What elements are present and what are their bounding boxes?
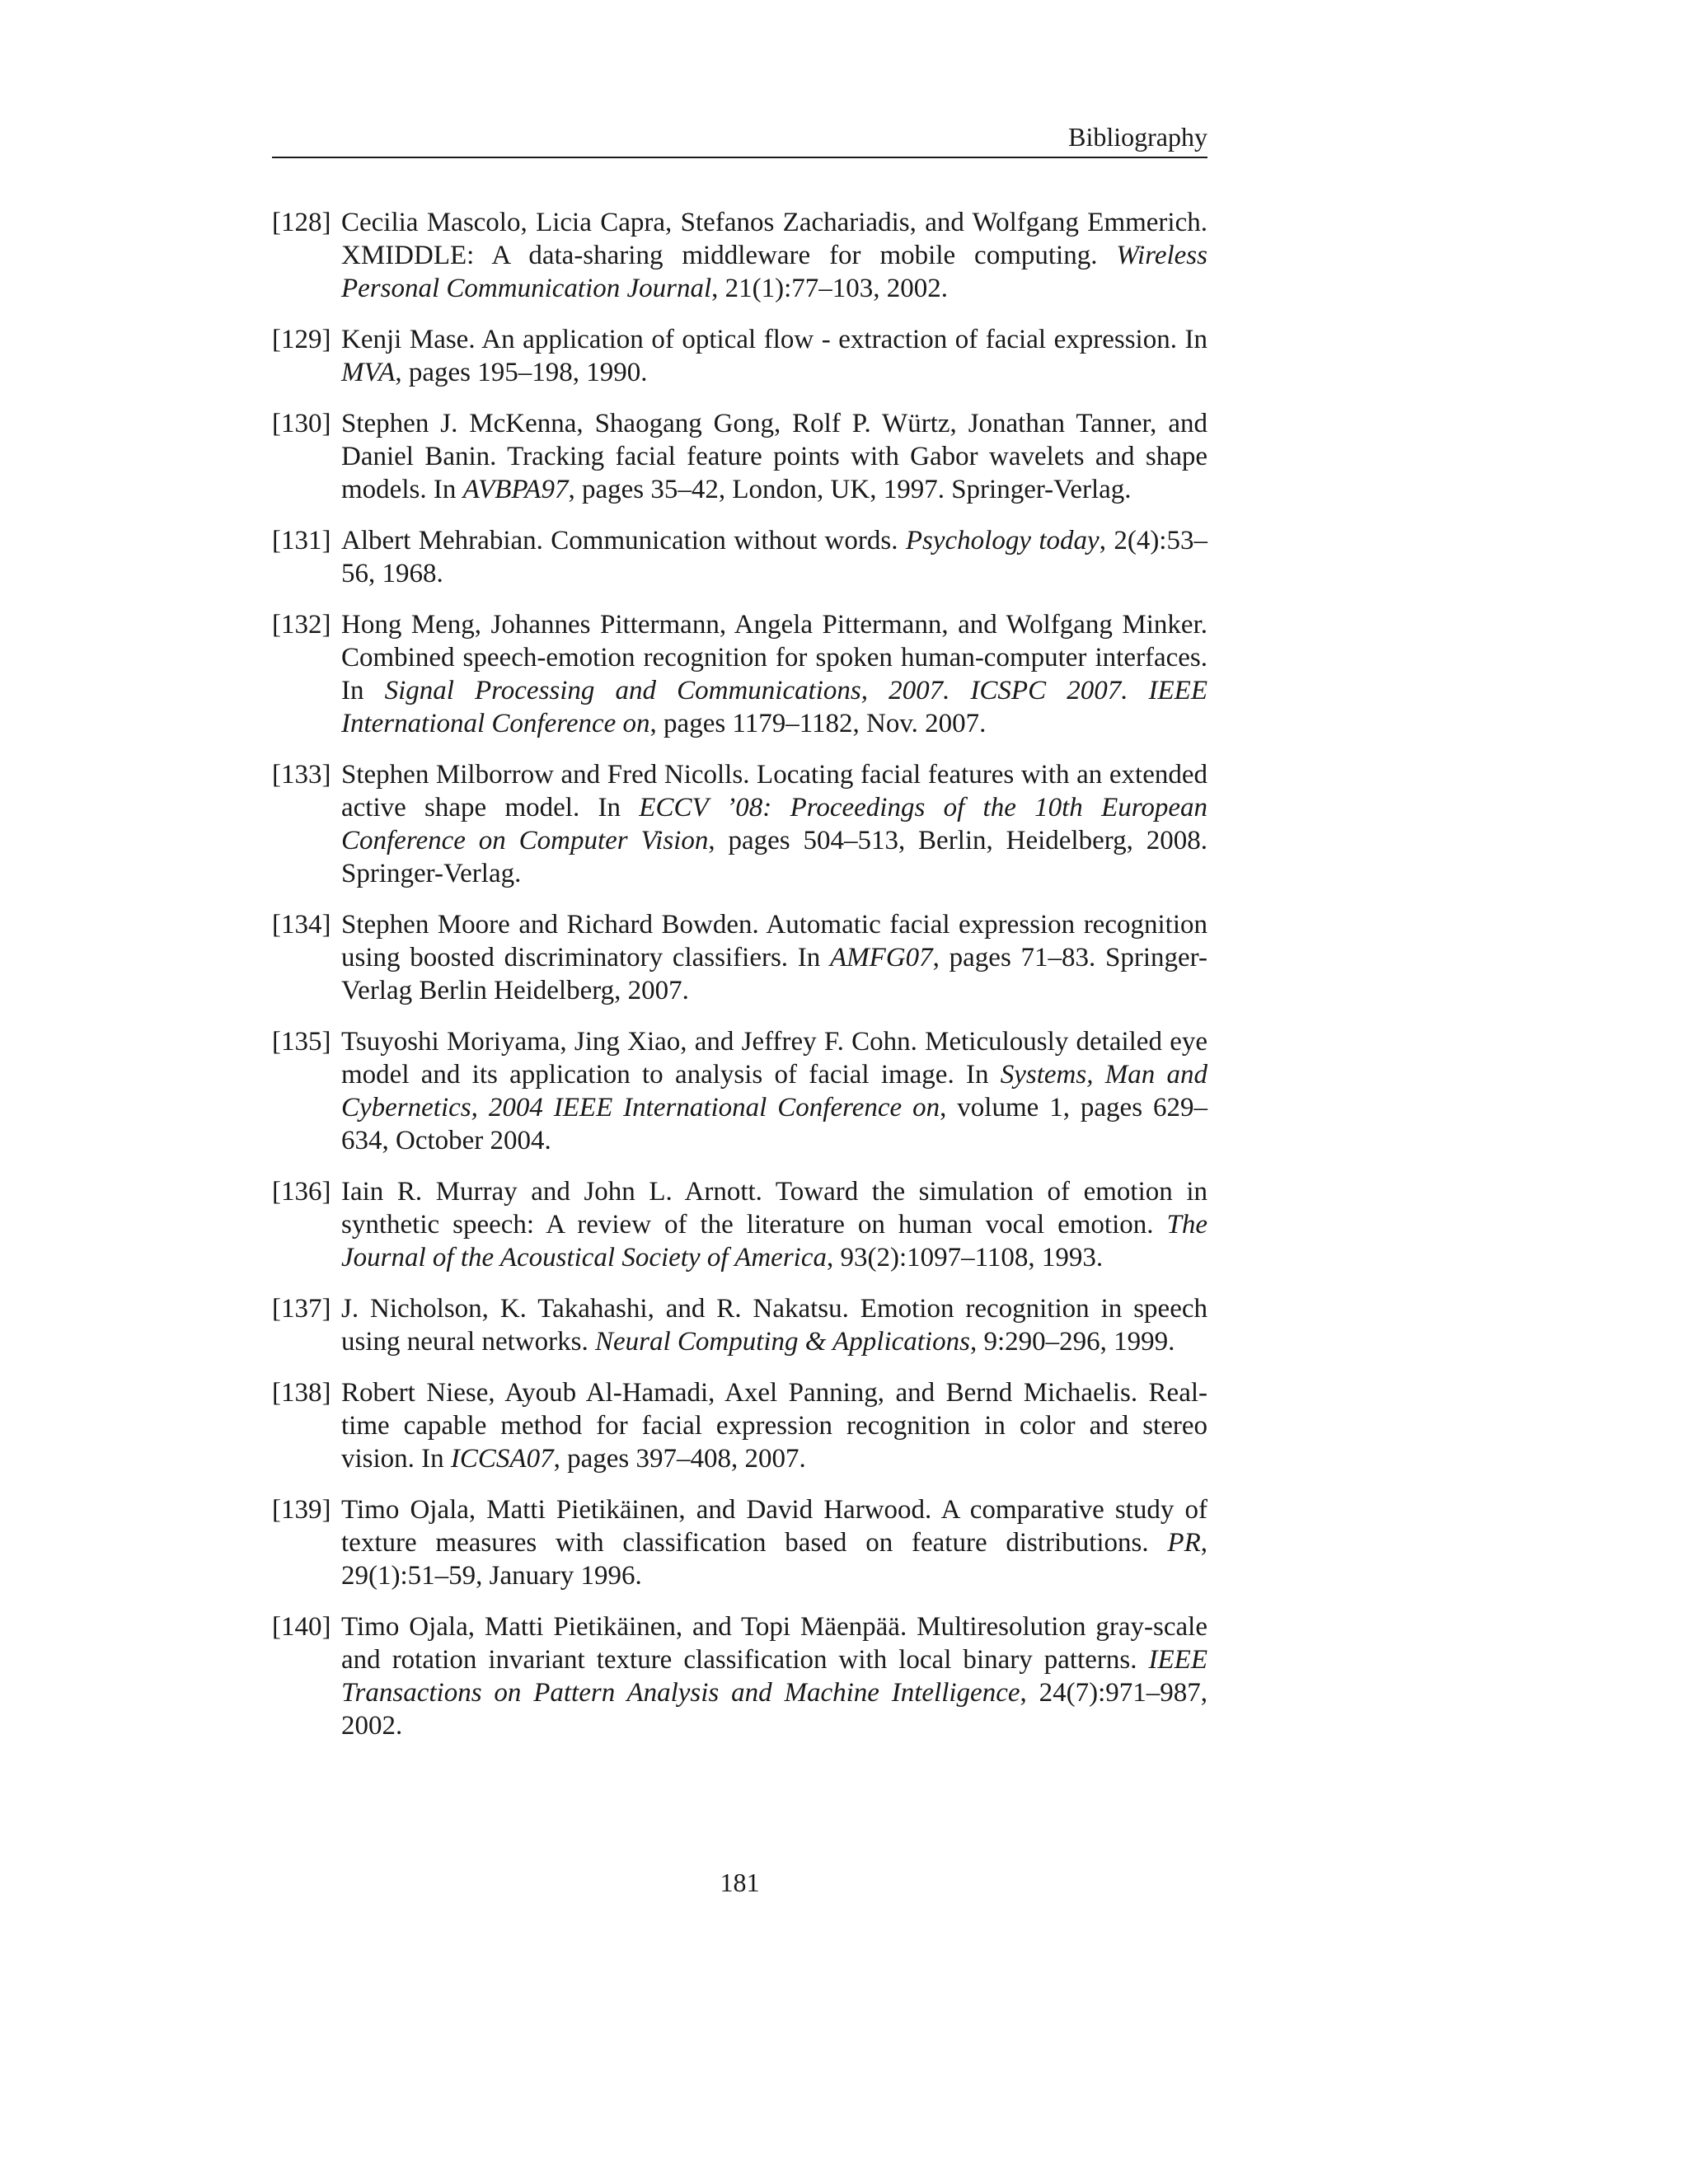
reference-entry [272,1175,1207,1274]
reference-venue: ICCSA07 [450,1444,554,1474]
reference-segment: , 9:290–296, 1999. [969,1327,1175,1357]
reference-entry [272,758,1207,890]
header-rule [272,157,1207,158]
reference-segment: Hong Meng, Johannes Pittermann, Angela Pittermann, and Wolfgang Minker. Combined speech-emotion recognition for spoken human-computer interfaces. In [341,610,1207,705]
reference-segment: , pages 195–198, 1990. [395,358,648,387]
reference-entry [272,323,1207,389]
reference-entry [272,908,1207,1007]
reference-segment: , pages 504–513, Berlin, Heidelberg, 2008. Springer-Verlag. [341,826,1207,888]
reference-text [341,1294,1207,1357]
reference-number: [134] [272,910,331,940]
reference-text [341,1612,1207,1741]
reference-text [341,910,1207,1005]
reference-text [341,1027,1207,1155]
reference-entry [272,1610,1207,1742]
reference-venue: The Journal of the Acoustical Society of America [341,1210,1207,1272]
reference-segment: Timo Ojala, Matti Pietikäinen, and Topi Mäenpää. Multiresolution gray-scale and rotation invariant texture classification with local binary patterns. [341,1612,1207,1675]
reference-venue: IEEE Transactions on Pattern Analysis and Machine Intelligence [341,1645,1207,1708]
reference-segment: , 29(1):51–59, January 1996. [341,1528,1207,1591]
reference-text [341,1378,1207,1474]
reference-segment: Stephen Moore and Richard Bowden. Automatic facial expression recognition using boosted discriminatory classifiers. In [341,910,1207,972]
reference-venue: Wireless Personal Communication Journal [341,241,1207,303]
reference-number: [136] [272,1177,331,1207]
reference-segment: Kenji Mase. An application of optical flow - extraction of facial expression. In [341,325,1207,354]
reference-text [341,1495,1207,1591]
reference-segment: Stephen J. McKenna, Shaogang Gong, Rolf P. Würtz, Jonathan Tanner, and Daniel Banin. Tracking facial feature points with Gabor wavelets and shape models. In [341,409,1207,504]
reference-number: [129] [272,325,331,354]
reference-segment: , pages 1179–1182, Nov. 2007. [649,709,987,738]
reference-text [341,325,1207,387]
reference-segment: Cecilia Mascolo, Licia Capra, Stefanos Zachariadis, and Wolfgang Emmerich. XMIDDLE: A data-sharing middleware for mobile computing. [341,208,1207,270]
reference-segment: , 93(2):1097–1108, 1993. [827,1243,1104,1272]
reference-segment: , volume 1, pages 629–634, October 2004. [341,1093,1207,1155]
reference-number: [132] [272,610,331,640]
reference-segment: , 2(4):53–56, 1968. [341,526,1207,588]
reference-number: [138] [272,1378,331,1408]
reference-segment: J. Nicholson, K. Takahashi, and R. Nakatsu. Emotion recognition in speech using neural networks. [341,1294,1207,1357]
reference-venue: Signal Processing and Communications, 2007. ICSPC 2007. IEEE International Conference on [341,676,1207,738]
reference-venue: Psychology today [905,526,1100,555]
reference-text [341,760,1207,888]
reference-venue: MVA [341,358,396,387]
reference-number: [137] [272,1294,331,1324]
reference-venue: Systems, Man and Cybernetics, 2004 IEEE International Conference on [341,1060,1207,1122]
reference-entry [272,1493,1207,1592]
reference-segment: Tsuyoshi Moriyama, Jing Xiao, and Jeffrey F. Cohn. Meticulously detailed eye model and its application to analysis of facial image. In [341,1027,1207,1090]
reference-venue: AMFG07 [830,943,933,972]
reference-number: [130] [272,409,331,438]
reference-entry [272,524,1207,590]
reference-segment: Iain R. Murray and John L. Arnott. Toward the simulation of emotion in synthetic speech: A review of the literature on human vocal emotion. [341,1177,1207,1240]
reference-text [341,526,1207,588]
reference-segment: , pages 71–83. Springer-Verlag Berlin Heidelberg, 2007. [341,943,1207,1005]
reference-text [341,208,1207,303]
reference-segment: , 21(1):77–103, 2002. [711,274,949,303]
reference-number: [133] [272,760,331,790]
reference-text [341,1177,1207,1272]
reference-venue: PR [1167,1528,1201,1558]
reference-number: [131] [272,526,331,555]
page-number: 181 [720,1868,760,1897]
reference-entry [272,608,1207,740]
reference-segment: Stephen Milborrow and Fred Nicolls. Locating facial features with an extended active shape model. In [341,760,1207,823]
reference-number: [128] [272,208,331,237]
running-head: Bibliography [1068,122,1207,152]
reference-number: [135] [272,1027,331,1057]
reference-entry [272,407,1207,506]
reference-segment: , 24(7):971–987, 2002. [341,1678,1207,1741]
reference-number: [140] [272,1612,331,1642]
reference-text [341,610,1207,738]
reference-text [341,409,1207,504]
reference-segment: , pages 35–42, London, UK, 1997. Springer-Verlag. [568,475,1132,504]
reference-venue: ECCV ’08: Proceedings of the 10th European Conference on Computer Vision [341,793,1207,855]
reference-entry [272,1025,1207,1157]
reference-entry [272,1292,1207,1358]
reference-venue: Neural Computing & Applications [594,1327,970,1357]
reference-entry [272,206,1207,305]
reference-segment: , pages 397–408, 2007. [553,1444,806,1474]
reference-venue: AVBPA97 [462,475,569,504]
reference-entry [272,1376,1207,1475]
reference-segment: Timo Ojala, Matti Pietikäinen, and David Harwood. A comparative study of texture measures with classification based on feature distributions. [341,1495,1207,1558]
reference-segment: Robert Niese, Ayoub Al-Hamadi, Axel Panning, and Bernd Michaelis. Real-time capable method for facial expression recognition in color and stereo vision. In [341,1378,1207,1474]
reference-segment: Albert Mehrabian. Communication without words. [341,526,906,555]
reference-number: [139] [272,1495,331,1525]
reference-list [272,206,1207,1760]
